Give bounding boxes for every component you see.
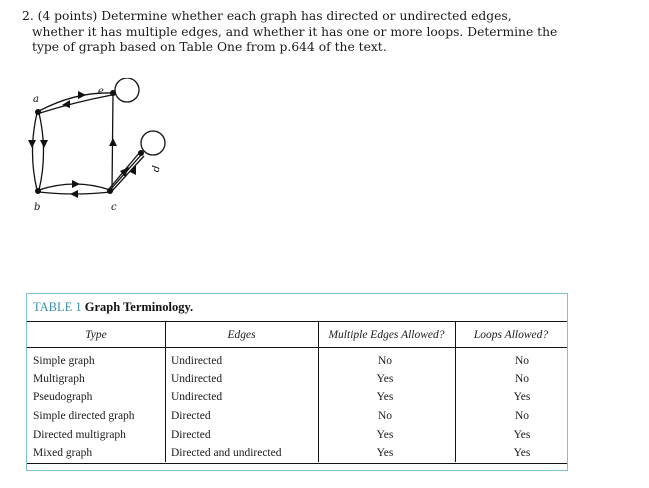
arrow-a-b-left [28, 140, 36, 148]
loop-mid [141, 131, 165, 155]
arrow-b-bottom-lower [70, 190, 78, 198]
table-cell: No [514, 373, 530, 385]
vertex-label-e: e [98, 86, 104, 97]
edge-a-b-left [33, 113, 38, 190]
table-top-rule [27, 321, 567, 322]
table-cell: Yes [513, 391, 531, 403]
arrow-bottom-top [109, 138, 117, 146]
table-row [27, 391, 567, 409]
table-title [33, 300, 193, 315]
table-cell: Mixed graph [33, 447, 93, 459]
graph-terminology-table [26, 293, 568, 471]
table-cell: Yes [376, 373, 394, 385]
table-cell: No [514, 355, 530, 367]
table-cell: Undirected [171, 373, 223, 385]
table-name: Graph Terminology. [84, 300, 194, 314]
table-cell: Yes [513, 447, 531, 459]
table-cell: Directed and undirected [171, 447, 282, 459]
table-row [27, 355, 567, 373]
table-row [27, 410, 567, 428]
header-type: Type [85, 329, 107, 341]
table-cell: Multigraph [33, 373, 85, 385]
table-cell: Directed multigraph [33, 429, 126, 441]
vertex-top [110, 90, 116, 96]
table-cell: Yes [376, 429, 394, 441]
table-row [27, 373, 567, 391]
table-cell: Pseudograph [33, 391, 93, 403]
header-edges: Edges [227, 329, 256, 341]
question-body: 2. (4 points) Determine whether each graph has directed or undirected edges, whether it has multiple edges, and whether it has one or more loops. Determine the type of graph based on Table One from p.644 of the text. [22, 9, 558, 54]
table-cell: Directed [171, 410, 211, 422]
table-row [27, 447, 567, 465]
table-cell: Yes [376, 391, 394, 403]
arrow-b-bottom-upper [72, 180, 80, 188]
table-header-rule [27, 347, 567, 348]
edge-top-to-a [40, 95, 112, 113]
vertex-mid [138, 150, 144, 156]
edge-a-b-right [39, 113, 44, 190]
arrow-a-to-top [78, 91, 86, 99]
vertex-label-d: d [150, 164, 163, 174]
arrow-a-b-right [40, 140, 48, 148]
directed-graph-figure [20, 78, 195, 218]
vertex-a [35, 109, 41, 115]
header-multiple-edges: Multiple Edges Allowed? [328, 329, 445, 341]
table-cell: No [514, 410, 530, 422]
vertex-b [35, 188, 41, 194]
vertex-label-a: a [33, 94, 39, 105]
arrow-bottom-mid [120, 167, 129, 177]
table-cell: Undirected [171, 391, 223, 403]
header-loops: Loops Allowed? [473, 329, 549, 341]
question-text [22, 9, 567, 56]
table-cell: Yes [513, 429, 531, 441]
table-cell: Undirected [171, 355, 223, 367]
vertex-label-b: b [34, 202, 41, 213]
table-cell: Simple graph [33, 355, 95, 367]
table-number: TABLE 1 [33, 300, 82, 314]
vertex-label-c: c [111, 202, 117, 213]
table-cell: No [377, 355, 393, 367]
table-cell: Simple directed graph [33, 410, 135, 422]
table-cell: Directed [171, 429, 211, 441]
table-row [27, 429, 567, 447]
table-cell: Yes [376, 447, 394, 459]
table-cell: No [377, 410, 393, 422]
vertex-bottom [107, 188, 113, 194]
edge-bottom-mid-2 [112, 156, 144, 191]
loop-top [115, 78, 139, 102]
